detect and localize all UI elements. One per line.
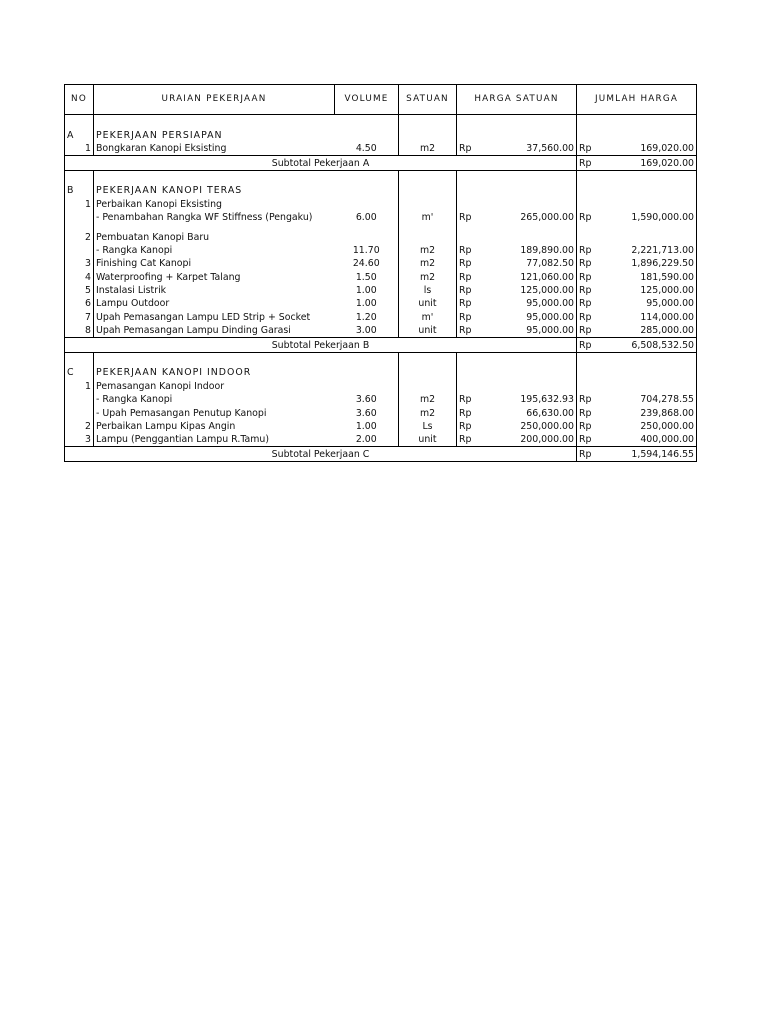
- empty-cell: [601, 197, 697, 210]
- item-unit: m2: [399, 142, 457, 156]
- item-description: Pembuatan Kanopi Baru: [96, 231, 210, 243]
- item-unit: Ls: [399, 420, 457, 433]
- item-unit: m': [399, 211, 457, 224]
- item-description: Finishing Cat Kanopi: [96, 258, 192, 270]
- header-volume: VOLUME: [335, 85, 399, 115]
- empty-cell: [335, 197, 399, 210]
- item-volume: 6.00: [335, 211, 399, 224]
- table-row: [65, 211, 697, 224]
- empty-cell: [577, 230, 601, 243]
- header-no: NO: [65, 85, 94, 115]
- currency-label: Rp: [579, 244, 592, 256]
- item-total-price: 1,590,000.00: [601, 211, 697, 224]
- table-row: [65, 310, 697, 323]
- empty-cell: [481, 184, 577, 197]
- item-volume: 1.00: [335, 284, 399, 297]
- item-description: Upah Pemasangan Lampu LED Strip + Socket: [96, 311, 311, 323]
- empty-cell: [457, 170, 481, 184]
- spacer-row: [65, 352, 697, 366]
- table-row: [65, 379, 697, 392]
- item-volume: 3.00: [335, 324, 399, 338]
- item-description: Lampu Outdoor: [96, 298, 170, 310]
- item-total-price: 95,000.00: [601, 297, 697, 310]
- item-volume: 1.00: [335, 297, 399, 310]
- empty-cell: [335, 128, 399, 141]
- item-description: Bongkaran Kanopi Eksisting: [96, 143, 227, 155]
- item-total-price: 285,000.00: [601, 324, 697, 338]
- empty-cell: [457, 128, 481, 141]
- item-total-price: 400,000.00: [601, 433, 697, 447]
- currency-label: Rp: [459, 244, 472, 256]
- empty-cell: [94, 115, 335, 129]
- empty-cell: [457, 379, 481, 392]
- table-row: [65, 257, 697, 270]
- item-description: Lampu (Penggantian Lampu R.Tamu): [96, 434, 269, 446]
- empty-cell: [481, 230, 577, 243]
- subtotal-row: [65, 447, 697, 461]
- section-title-row: [65, 184, 697, 197]
- currency-label: Rp: [579, 311, 592, 323]
- item-unit-price: 95,000.00: [481, 297, 577, 310]
- table-header-row: [65, 85, 697, 115]
- empty-cell: [577, 197, 601, 210]
- empty-cell: [399, 352, 457, 366]
- item-number: [65, 406, 94, 419]
- item-total-price: 114,000.00: [601, 310, 697, 323]
- item-number: 7: [65, 310, 94, 323]
- table-row: [65, 197, 697, 210]
- item-number: [65, 211, 94, 224]
- spacer-row: [65, 115, 697, 129]
- item-unit-price: 250,000.00: [481, 420, 577, 433]
- subtotal-value: 169,020.00: [601, 156, 697, 170]
- item-unit-price: 200,000.00: [481, 433, 577, 447]
- item-description: - Rangka Kanopi: [96, 244, 173, 256]
- item-description: Instalasi Listrik: [96, 285, 167, 297]
- item-number: 6: [65, 297, 94, 310]
- subtotal-label: Subtotal Pekerjaan A: [65, 156, 577, 170]
- currency-label: Rp: [579, 434, 592, 446]
- currency-label: Rp: [459, 434, 472, 446]
- empty-cell: [399, 230, 457, 243]
- empty-cell: [65, 170, 94, 184]
- item-description: Waterproofing + Karpet Talang: [96, 271, 241, 283]
- currency-label: Rp: [577, 338, 601, 352]
- item-number: 1: [65, 142, 94, 156]
- item-unit-price: 195,632.93: [481, 393, 577, 406]
- header-jumlah-harga: JUMLAH HARGA: [577, 85, 697, 115]
- currency-label: Rp: [459, 420, 472, 432]
- item-description: Pemasangan Kanopi Indoor: [96, 380, 225, 392]
- item-volume: 3.60: [335, 393, 399, 406]
- section-title: PEKERJAAN KANOPI INDOOR: [96, 367, 252, 379]
- currency-label: Rp: [579, 212, 592, 224]
- subtotal-row: [65, 338, 697, 352]
- empty-cell: [457, 230, 481, 243]
- empty-cell: [601, 184, 697, 197]
- currency-label: Rp: [579, 271, 592, 283]
- item-total-price: 125,000.00: [601, 284, 697, 297]
- empty-cell: [335, 170, 399, 184]
- item-volume: 3.60: [335, 406, 399, 419]
- currency-label: Rp: [577, 156, 601, 170]
- spacer-row: [65, 170, 697, 184]
- empty-cell: [399, 128, 457, 141]
- empty-cell: [601, 128, 697, 141]
- empty-cell: [335, 366, 399, 379]
- item-total-price: 1,896,229.50: [601, 257, 697, 270]
- item-number: 4: [65, 270, 94, 283]
- empty-cell: [457, 184, 481, 197]
- item-number: 1: [65, 197, 94, 210]
- item-unit-price: 77,082.50: [481, 257, 577, 270]
- empty-cell: [481, 128, 577, 141]
- item-unit: m2: [399, 406, 457, 419]
- header-satuan: SATUAN: [399, 85, 457, 115]
- empty-cell: [601, 379, 697, 392]
- empty-cell: [335, 230, 399, 243]
- item-volume: 1.50: [335, 270, 399, 283]
- empty-cell: [601, 352, 697, 366]
- item-unit: m2: [399, 257, 457, 270]
- item-number: 2: [65, 420, 94, 433]
- item-description: Perbaikan Kanopi Eksisting: [96, 198, 223, 210]
- empty-cell: [457, 366, 481, 379]
- table-row: [65, 420, 697, 433]
- subtotal-value: 1,594,146.55: [601, 447, 697, 461]
- table-row: [65, 297, 697, 310]
- empty-cell: [399, 197, 457, 210]
- section-code: A: [65, 128, 94, 141]
- empty-cell: [399, 170, 457, 184]
- item-number: 3: [65, 433, 94, 447]
- item-unit-price: 66,630.00: [481, 406, 577, 419]
- item-unit: m': [399, 310, 457, 323]
- empty-cell: [335, 379, 399, 392]
- currency-label: Rp: [459, 271, 472, 283]
- item-total-price: 704,278.55: [601, 393, 697, 406]
- empty-cell: [457, 197, 481, 210]
- subtotal-label: Subtotal Pekerjaan C: [65, 447, 577, 461]
- empty-cell: [457, 115, 481, 129]
- currency-label: Rp: [579, 258, 592, 270]
- currency-label: Rp: [579, 407, 592, 419]
- currency-label: Rp: [459, 298, 472, 310]
- header-uraian: URAIAN PEKERJAAN: [94, 85, 335, 115]
- item-unit: m2: [399, 270, 457, 283]
- empty-cell: [399, 184, 457, 197]
- currency-label: Rp: [459, 394, 472, 406]
- empty-cell: [577, 115, 601, 129]
- empty-cell: [577, 352, 601, 366]
- item-volume: 11.70: [335, 244, 399, 257]
- item-unit-price: 95,000.00: [481, 310, 577, 323]
- item-unit: m2: [399, 393, 457, 406]
- section-title-row: [65, 366, 697, 379]
- table-row: [65, 324, 697, 338]
- empty-cell: [601, 115, 697, 129]
- currency-label: Rp: [579, 143, 592, 155]
- section-code: C: [65, 366, 94, 379]
- item-unit-price: 121,060.00: [481, 270, 577, 283]
- empty-cell: [577, 128, 601, 141]
- currency-label: Rp: [459, 325, 472, 337]
- table-row: [65, 142, 697, 156]
- currency-label: Rp: [459, 258, 472, 270]
- item-unit: unit: [399, 433, 457, 447]
- item-number: 2: [65, 230, 94, 243]
- empty-cell: [481, 366, 577, 379]
- item-unit: m2: [399, 244, 457, 257]
- empty-cell: [335, 352, 399, 366]
- empty-cell: [457, 352, 481, 366]
- empty-cell: [481, 115, 577, 129]
- empty-cell: [577, 366, 601, 379]
- item-unit-price: 95,000.00: [481, 324, 577, 338]
- item-unit-price: 125,000.00: [481, 284, 577, 297]
- empty-cell: [577, 379, 601, 392]
- item-volume: 1.00: [335, 420, 399, 433]
- empty-cell: [481, 352, 577, 366]
- empty-cell: [481, 170, 577, 184]
- empty-cell: [399, 366, 457, 379]
- header-harga-satuan: HARGA SATUAN: [457, 85, 577, 115]
- currency-label: Rp: [579, 285, 592, 297]
- empty-cell: [577, 170, 601, 184]
- item-number: [65, 393, 94, 406]
- empty-cell: [577, 184, 601, 197]
- subtotal-label: Subtotal Pekerjaan B: [65, 338, 577, 352]
- section-code: B: [65, 184, 94, 197]
- empty-cell: [399, 115, 457, 129]
- item-number: 3: [65, 257, 94, 270]
- currency-label: Rp: [577, 447, 601, 461]
- empty-cell: [65, 115, 94, 129]
- empty-cell: [481, 379, 577, 392]
- empty-cell: [601, 230, 697, 243]
- item-total-price: 169,020.00: [601, 142, 697, 156]
- currency-label: Rp: [459, 407, 472, 419]
- item-volume: 1.20: [335, 310, 399, 323]
- item-number: 8: [65, 324, 94, 338]
- item-unit-price: 265,000.00: [481, 211, 577, 224]
- item-description: - Upah Pemasangan Penutup Kanopi: [96, 407, 267, 419]
- currency-label: Rp: [579, 298, 592, 310]
- item-total-price: 250,000.00: [601, 420, 697, 433]
- empty-cell: [481, 197, 577, 210]
- table-row: [65, 393, 697, 406]
- item-total-price: 2,221,713.00: [601, 244, 697, 257]
- item-volume: 24.60: [335, 257, 399, 270]
- empty-cell: [335, 115, 399, 129]
- item-unit: ls: [399, 284, 457, 297]
- table-row: [65, 284, 697, 297]
- currency-label: Rp: [579, 420, 592, 432]
- item-unit-price: 189,890.00: [481, 244, 577, 257]
- empty-cell: [601, 366, 697, 379]
- item-unit: unit: [399, 324, 457, 338]
- subtotal-row: [65, 156, 697, 170]
- currency-label: Rp: [579, 325, 592, 337]
- cost-estimate-table: [64, 84, 697, 462]
- item-number: 1: [65, 379, 94, 392]
- item-total-price: 239,868.00: [601, 406, 697, 419]
- item-volume: 2.00: [335, 433, 399, 447]
- table-row: [65, 244, 697, 257]
- item-description: - Penambahan Rangka WF Stiffness (Pengaku): [96, 212, 313, 224]
- item-description: Upah Pemasangan Lampu Dinding Garasi: [96, 325, 291, 337]
- section-title: PEKERJAAN PERSIAPAN: [96, 129, 223, 141]
- currency-label: Rp: [459, 143, 472, 155]
- item-unit: unit: [399, 297, 457, 310]
- currency-label: Rp: [459, 212, 472, 224]
- section-title-row: [65, 128, 697, 141]
- item-unit-price: 37,560.00: [481, 142, 577, 156]
- empty-cell: [94, 352, 335, 366]
- currency-label: Rp: [459, 311, 472, 323]
- item-number: [65, 244, 94, 257]
- table-row: [65, 406, 697, 419]
- section-title: PEKERJAAN KANOPI TERAS: [96, 185, 243, 197]
- empty-cell: [335, 184, 399, 197]
- empty-cell: [601, 170, 697, 184]
- table-row: [65, 270, 697, 283]
- empty-cell: [94, 170, 335, 184]
- item-description: Perbaikan Lampu Kipas Angin: [96, 420, 236, 432]
- table-row: [65, 433, 697, 447]
- item-volume: 4.50: [335, 142, 399, 156]
- table-row: [65, 230, 697, 243]
- currency-label: Rp: [579, 394, 592, 406]
- item-number: 5: [65, 284, 94, 297]
- item-description: - Rangka Kanopi: [96, 394, 173, 406]
- subtotal-value: 6,508,532.50: [601, 338, 697, 352]
- empty-cell: [65, 352, 94, 366]
- currency-label: Rp: [459, 285, 472, 297]
- empty-cell: [399, 379, 457, 392]
- item-total-price: 181,590.00: [601, 270, 697, 283]
